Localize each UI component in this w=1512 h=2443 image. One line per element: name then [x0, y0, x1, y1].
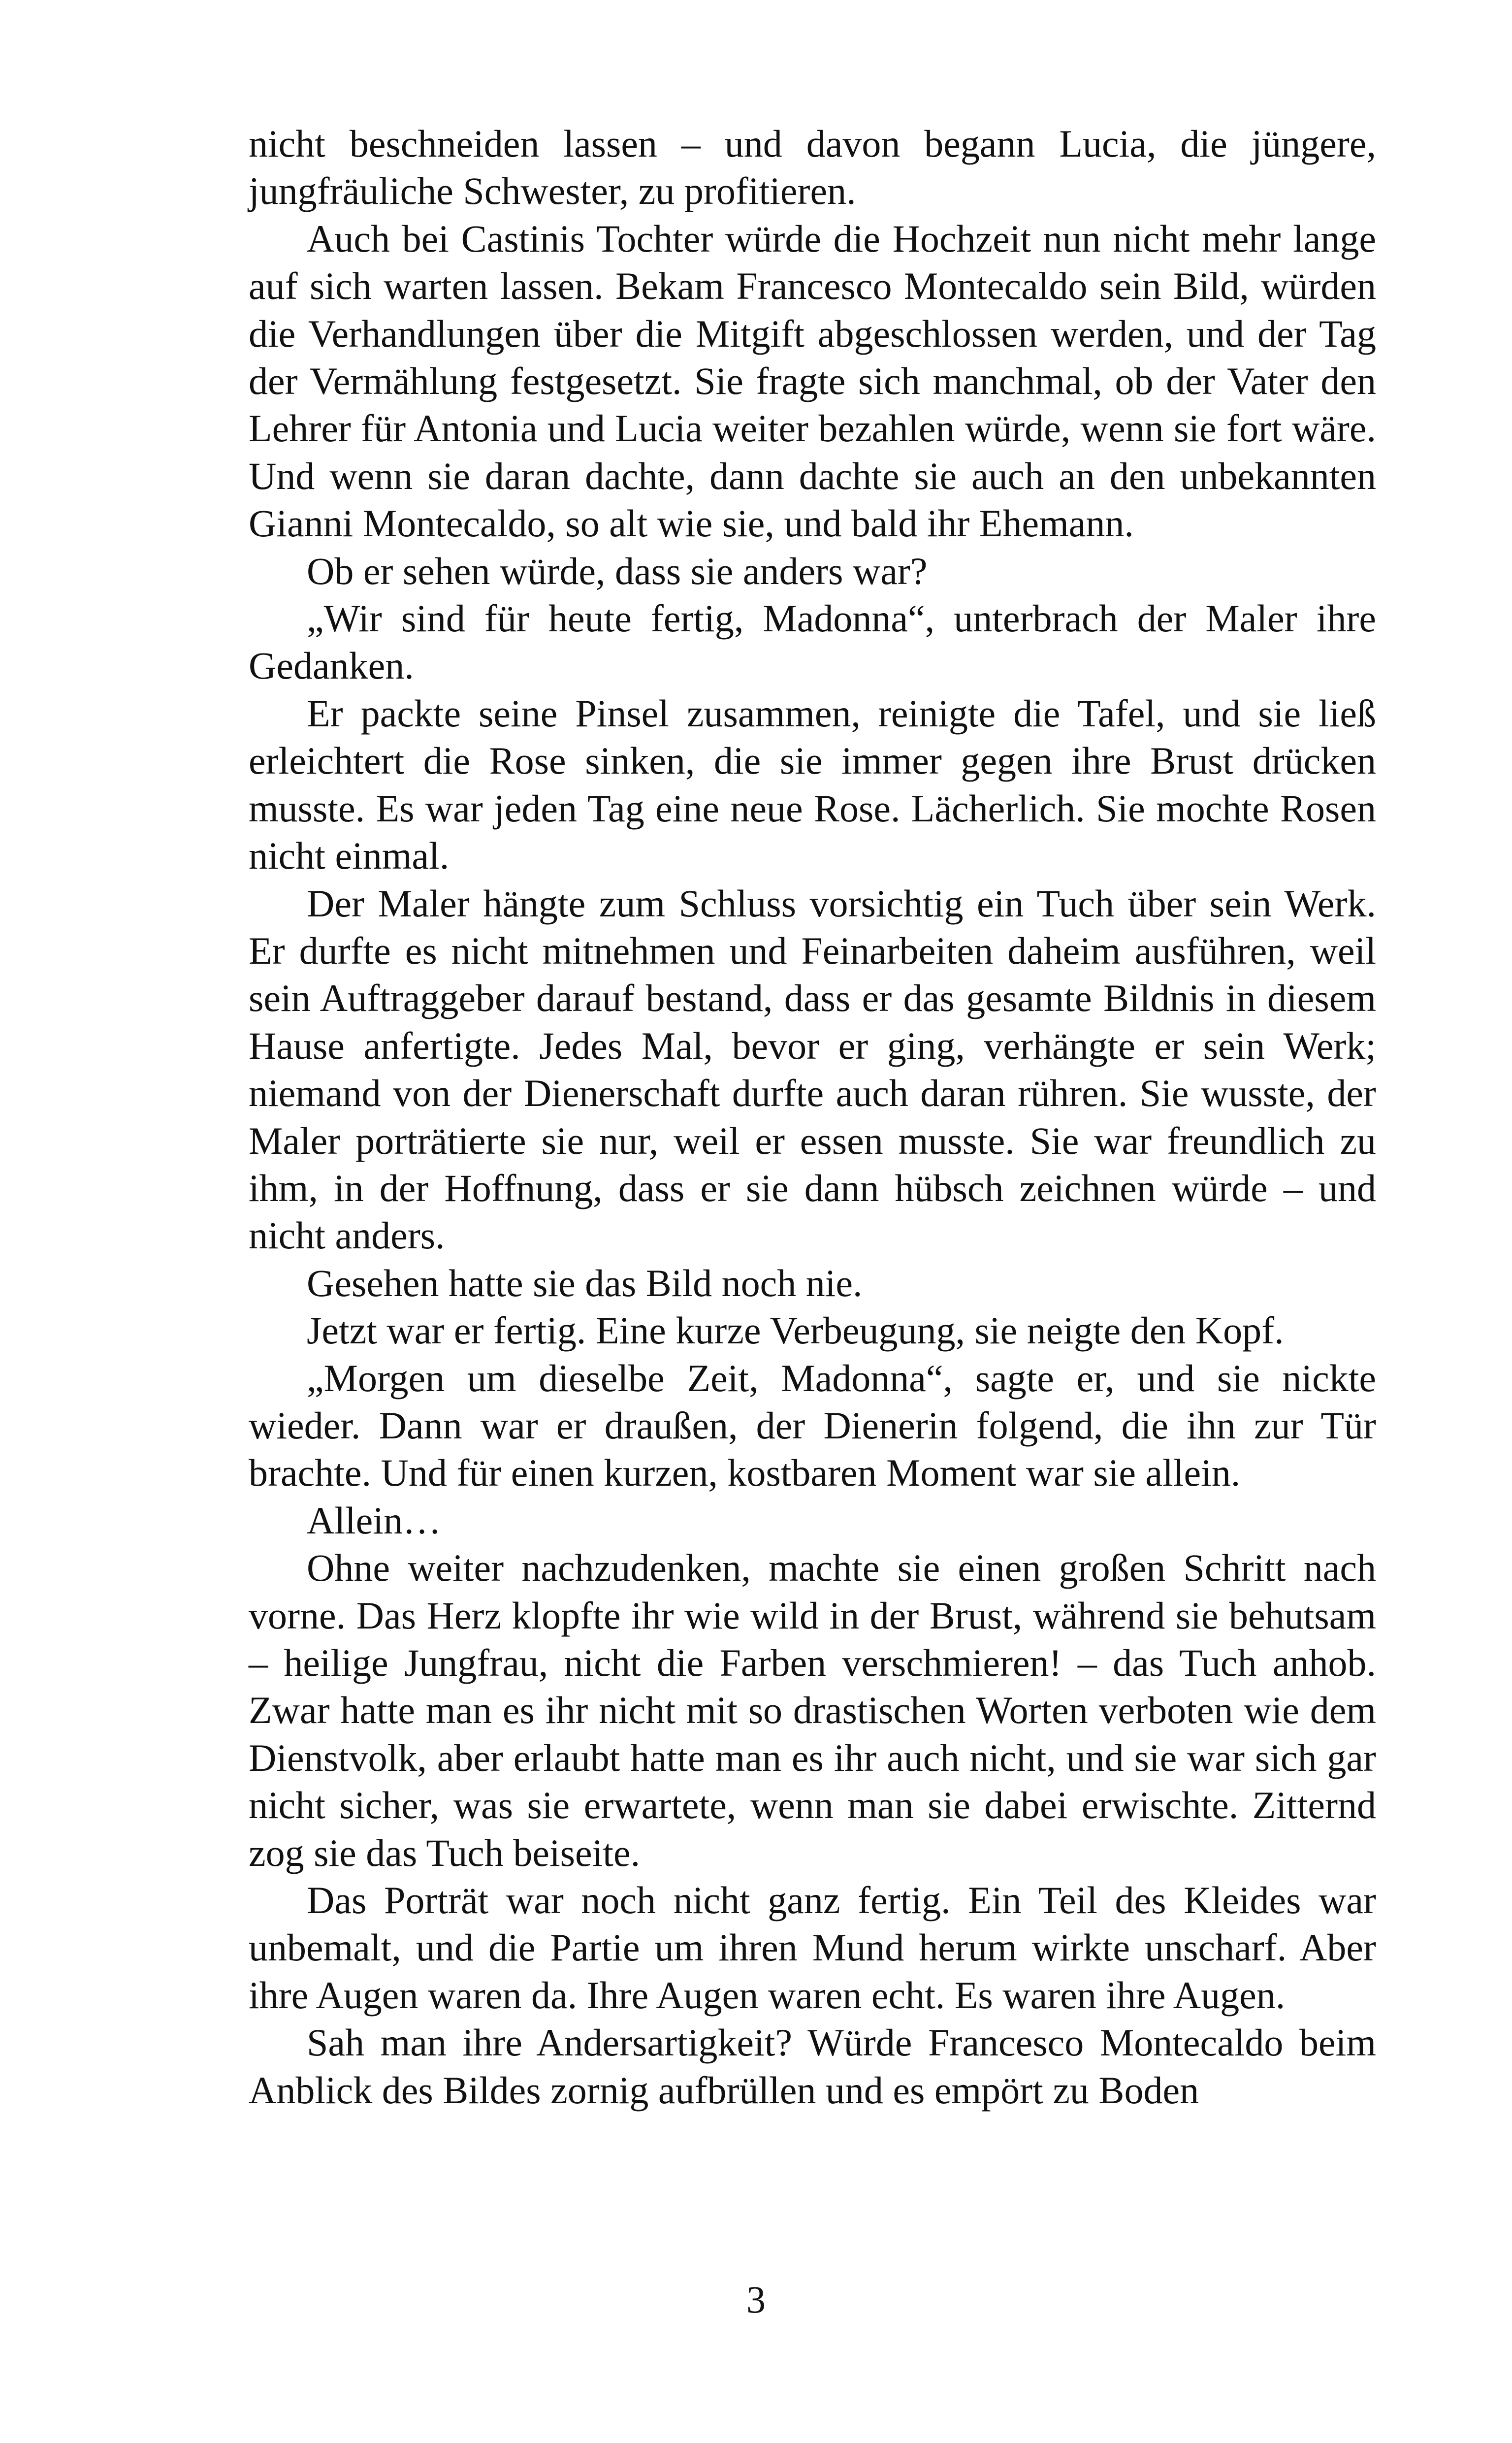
paragraph: Er packte seine Pinsel zusammen, reinigte die Tafel, und sie ließ erleichtert die Rose sinken, die sie immer gegen ihre Brust drücken musste. Es war jeden Tag eine neue Rose. Lächerlich. Sie mochte Rosen nicht einmal. — [249, 691, 1376, 878]
paragraph: „Wir sind für heute fertig, Madonna“, unterbrach der Maler ihre Gedanken. — [249, 597, 1376, 687]
paragraph: Sah man ihre Andersartigkeit? Würde Francesco Montecaldo beim Anblick des Bildes zornig aufbrüllen und es empört zu Boden — [249, 2021, 1376, 2112]
paragraph: Ob er sehen würde, dass sie anders war? — [307, 549, 928, 592]
paragraph-continuation: nicht beschneiden lassen – und davon begann Lucia, die jüngere, jungfräuliche Schwester, zu profitieren. — [249, 122, 1376, 213]
paragraph: Gesehen hatte sie das Bild noch nie. — [307, 1261, 863, 1304]
paragraph: Auch bei Castinis Tochter würde die Hochzeit nun nicht mehr lange auf sich warten lassen. Bekam Francesco Montecaldo sein Bild, würden die Verhandlungen über die Mitgift abgeschlossen werden, und der Tag der Vermählung festgesetzt. Sie fragte sich manchmal, ob der Vater den Lehrer für Antonia und Lucia weiter bezahlen würde, wenn sie fort wäre. Und wenn sie daran dachte, dann dachte sie auch an den unbekannten Gianni Montecaldo, so alt wie sie, und bald ihr Ehemann. — [249, 217, 1376, 545]
page-number: 3 — [746, 2278, 766, 2321]
paragraph: Das Porträt war noch nicht ganz fertig. Ein Teil des Kleides war unbemalt, und die Partie um ihren Mund herum wirkte unscharf. Aber ihre Augen waren da. Ihre Augen waren echt. Es waren ihre Augen. — [249, 1879, 1376, 2017]
paragraph: Ohne weiter nachzudenken, machte sie einen großen Schritt nach vorne. Das Herz klopfte ihr wie wild in der Brust, während sie behutsam – heilige Jungfrau, nicht die Farben verschmieren! – das Tuch anhob. Zwar hatte man es ihr nicht mit so drastischen Worten verboten wie dem Dienstvolk, aber erlaubt hatte man es ihr auch nicht, und sie war sich gar nicht sicher, was sie erwartete, wenn man sie dabei erwischte. Zitternd zog sie das Tuch beiseite. — [249, 1546, 1376, 1874]
paragraph: Allein… — [307, 1498, 441, 1542]
paragraph: „Morgen um dieselbe Zeit, Madonna“, sagte er, und sie nickte wieder. Dann war er draußen, der Dienerin folgend, die ihn zur Tür brachte. Und für einen kurzen, kostbaren Moment war sie allein. — [249, 1356, 1376, 1495]
paragraph: Der Maler hängte zum Schluss vorsichtig ein Tuch über sein Werk. Er durfte es nicht mitnehmen und Feinarbeiten daheim ausführen, weil sein Auftraggeber darauf bestand, dass er das gesamte Bildnis in diesem Hause anfertigte. Jedes Mal, bevor er ging, verhängte er sein Werk; niemand von der Dienerschaft durfte auch daran rühren. Sie wusste, der Maler porträtierte sie nur, weil er essen musste. Sie war freundlich zu ihm, in der Hoffnung, dass er sie dann hübsch zeichnen würde – und nicht anders. — [249, 881, 1376, 1257]
body-text — [249, 120, 1376, 2114]
paragraph: Jetzt war er fertig. Eine kurze Verbeugung, sie neigte den Kopf. — [307, 1309, 1284, 1352]
